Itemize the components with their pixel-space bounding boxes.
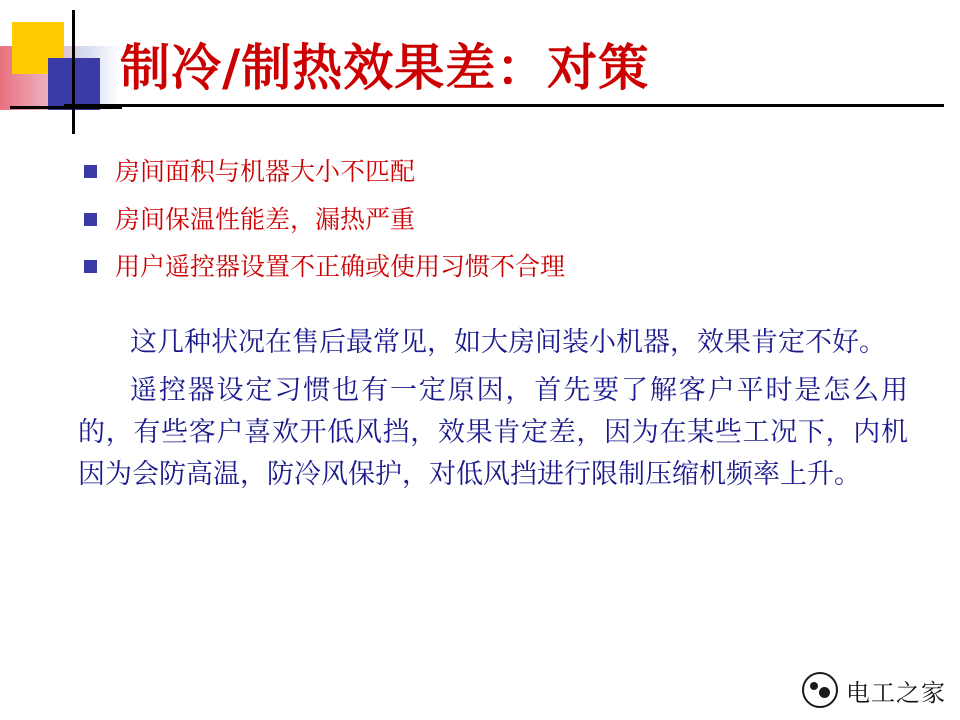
list-item	[84, 206, 904, 234]
list-item-label: 用户遥控器设置不正确或使用习惯不合理	[115, 252, 566, 281]
square-bullet-icon	[84, 213, 97, 226]
list-item-label: 房间保温性能差，漏热严重	[115, 204, 416, 234]
paragraph: 这几种状况在售后最常见，如大房间装小机器，效果肯定不好。	[130, 327, 886, 358]
vertical-rule	[72, 10, 75, 134]
square-bullet-icon	[84, 165, 97, 178]
list-item	[84, 253, 904, 281]
list-item	[84, 158, 904, 186]
wechat-icon	[802, 672, 838, 708]
footer-logo	[802, 672, 946, 708]
bullet-list	[84, 158, 904, 301]
list-item-label: 房间面积与机器大小不匹配	[115, 157, 416, 186]
title-underline	[64, 104, 944, 107]
footer-logo-label: 电工之家	[846, 678, 946, 707]
page-title: 制冷/制热效果差：对策	[120, 39, 650, 97]
paragraph: 遥控器设定习惯也有一定原因，首先要了解客户平时是怎么用的，有些客户喜欢开低风挡，效果肯定差，因为在某些工况下，内机因为会防高温，防冷风保护，对低风挡进行限制压缩机频率上升。	[78, 374, 908, 490]
body-text	[78, 322, 908, 501]
square-bullet-icon	[84, 260, 97, 273]
